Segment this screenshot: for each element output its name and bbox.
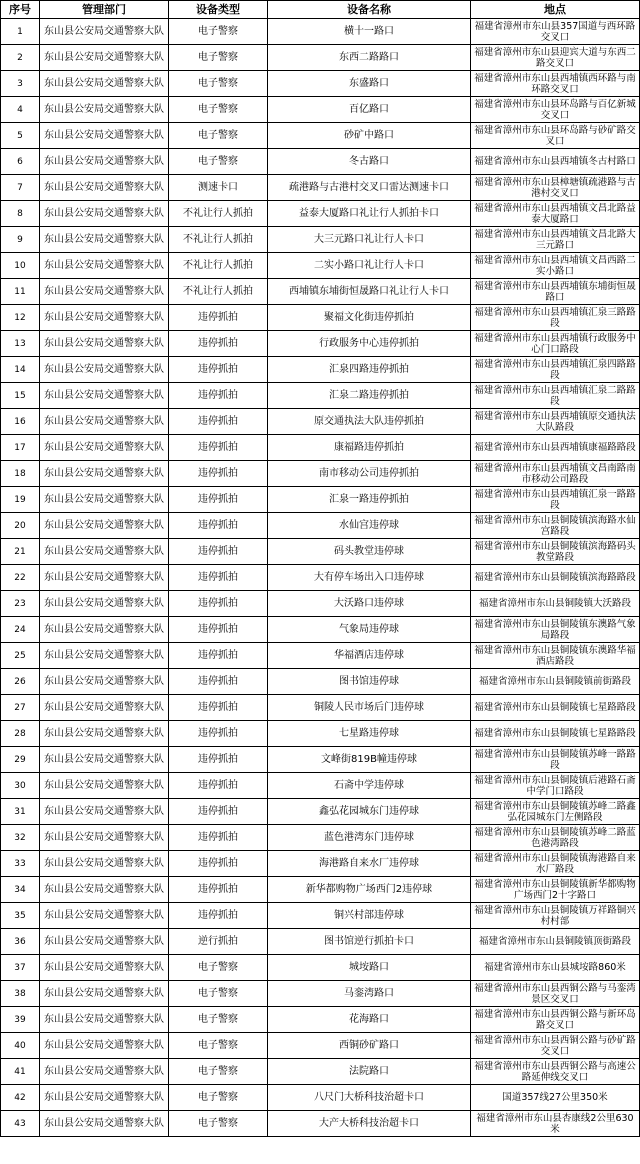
row-device-type: 逆行抓拍 bbox=[169, 929, 268, 955]
row-location: 福建省漳州市东山县西铜公路与砂矿路交叉口 bbox=[471, 1033, 640, 1059]
row-location: 福建省漳州市东山县城垵路860米 bbox=[471, 955, 640, 981]
row-index: 7 bbox=[1, 175, 40, 201]
row-location: 福建省漳州市东山县西埔镇行政服务中心门口路段 bbox=[471, 331, 640, 357]
header-device-type: 设备类型 bbox=[169, 1, 268, 19]
row-device-type: 违停抓拍 bbox=[169, 383, 268, 409]
row-department: 东山县公安局交通警察大队 bbox=[40, 1007, 169, 1033]
row-department: 东山县公安局交通警察大队 bbox=[40, 435, 169, 461]
row-index: 30 bbox=[1, 773, 40, 799]
row-location: 福建省漳州市东山县铜陵镇新华都购物广场西门2十字路口 bbox=[471, 877, 640, 903]
table-row bbox=[1, 617, 640, 643]
row-department: 东山县公安局交通警察大队 bbox=[40, 513, 169, 539]
row-device-type: 电子警察 bbox=[169, 149, 268, 175]
row-device-name: 汇泉一路违停抓拍 bbox=[268, 487, 471, 513]
row-index: 36 bbox=[1, 929, 40, 955]
table-row bbox=[1, 175, 640, 201]
row-location: 福建省漳州市东山县铜陵镇苏峰二路鑫弘花园城东门左侧路段 bbox=[471, 799, 640, 825]
row-department: 东山县公安局交通警察大队 bbox=[40, 721, 169, 747]
row-device-name: 汇泉四路违停抓拍 bbox=[268, 357, 471, 383]
row-index: 43 bbox=[1, 1111, 40, 1137]
row-location: 福建省漳州市东山县铜陵镇前街路段 bbox=[471, 669, 640, 695]
row-location: 福建省漳州市东山县西铜公路与高速公路延伸线交叉口 bbox=[471, 1059, 640, 1085]
header-device-name: 设备名称 bbox=[268, 1, 471, 19]
row-index: 13 bbox=[1, 331, 40, 357]
row-device-type: 违停抓拍 bbox=[169, 539, 268, 565]
row-location: 福建省漳州市东山县西埔镇康福路路段 bbox=[471, 435, 640, 461]
table-row bbox=[1, 695, 640, 721]
row-device-name: 图书馆逆行抓拍卡口 bbox=[268, 929, 471, 955]
row-device-name: 城垵路口 bbox=[268, 955, 471, 981]
table-row bbox=[1, 123, 640, 149]
row-device-name: 海港路自来水厂违停球 bbox=[268, 851, 471, 877]
row-location: 福建省漳州市东山县铜陵镇后港路石斋中学门口路段 bbox=[471, 773, 640, 799]
row-location: 福建省漳州市东山县西埔镇冬古村路口 bbox=[471, 149, 640, 175]
table-row bbox=[1, 71, 640, 97]
row-index: 9 bbox=[1, 227, 40, 253]
row-device-name: 法院路口 bbox=[268, 1059, 471, 1085]
row-location: 福建省漳州市东山县西埔镇文昌北路益泰大厦路口 bbox=[471, 201, 640, 227]
table-row bbox=[1, 643, 640, 669]
row-device-type: 违停抓拍 bbox=[169, 617, 268, 643]
row-device-type: 违停抓拍 bbox=[169, 409, 268, 435]
row-department: 东山县公安局交通警察大队 bbox=[40, 357, 169, 383]
table-row bbox=[1, 279, 640, 305]
row-index: 22 bbox=[1, 565, 40, 591]
row-device-type: 违停抓拍 bbox=[169, 799, 268, 825]
row-department: 东山县公安局交通警察大队 bbox=[40, 799, 169, 825]
row-index: 18 bbox=[1, 461, 40, 487]
row-device-type: 电子警察 bbox=[169, 1007, 268, 1033]
row-index: 33 bbox=[1, 851, 40, 877]
row-index: 4 bbox=[1, 97, 40, 123]
table-body bbox=[1, 19, 640, 1137]
row-device-type: 违停抓拍 bbox=[169, 331, 268, 357]
table-row bbox=[1, 513, 640, 539]
row-device-name: 大沃路口违停球 bbox=[268, 591, 471, 617]
row-device-name: 汇泉二路违停抓拍 bbox=[268, 383, 471, 409]
header-location: 地点 bbox=[471, 1, 640, 19]
row-device-type: 违停抓拍 bbox=[169, 513, 268, 539]
row-device-type: 不礼让行人抓拍 bbox=[169, 253, 268, 279]
row-device-type: 违停抓拍 bbox=[169, 305, 268, 331]
row-location: 福建省漳州市东山县西埔镇东埔街恒晟路口 bbox=[471, 279, 640, 305]
row-index: 6 bbox=[1, 149, 40, 175]
row-device-name: 图书馆违停球 bbox=[268, 669, 471, 695]
row-index: 42 bbox=[1, 1085, 40, 1111]
row-location: 福建省漳州市东山县樟塘镇疏港路与古港村交叉口 bbox=[471, 175, 640, 201]
header-department: 管理部门 bbox=[40, 1, 169, 19]
row-department: 东山县公安局交通警察大队 bbox=[40, 1085, 169, 1111]
table-row bbox=[1, 487, 640, 513]
row-device-name: 西铜砂矿路口 bbox=[268, 1033, 471, 1059]
row-device-name: 东西二路路口 bbox=[268, 45, 471, 71]
row-device-type: 违停抓拍 bbox=[169, 695, 268, 721]
table-row bbox=[1, 669, 640, 695]
row-device-name: 行政服务中心违停抓拍 bbox=[268, 331, 471, 357]
row-department: 东山县公安局交通警察大队 bbox=[40, 1111, 169, 1137]
row-department: 东山县公安局交通警察大队 bbox=[40, 981, 169, 1007]
row-location: 福建省漳州市东山县环岛路与百亿新城交叉口 bbox=[471, 97, 640, 123]
row-index: 37 bbox=[1, 955, 40, 981]
row-index: 11 bbox=[1, 279, 40, 305]
row-index: 24 bbox=[1, 617, 40, 643]
table-row bbox=[1, 877, 640, 903]
row-location: 国道357线27公里350米 bbox=[471, 1085, 640, 1111]
row-device-type: 违停抓拍 bbox=[169, 669, 268, 695]
row-device-name: 疏港路与古港村交叉口雷达测速卡口 bbox=[268, 175, 471, 201]
row-location: 福建省漳州市东山县铜陵镇东澳路华福酒店路段 bbox=[471, 643, 640, 669]
table-row bbox=[1, 539, 640, 565]
row-location: 福建省漳州市东山县西埔镇汇泉一路路段 bbox=[471, 487, 640, 513]
table-row bbox=[1, 1111, 640, 1137]
row-index: 35 bbox=[1, 903, 40, 929]
row-device-type: 不礼让行人抓拍 bbox=[169, 279, 268, 305]
row-department: 东山县公安局交通警察大队 bbox=[40, 461, 169, 487]
row-device-name: 聚福文化街违停抓拍 bbox=[268, 305, 471, 331]
row-device-type: 电子警察 bbox=[169, 123, 268, 149]
row-device-name: 康福路违停抓拍 bbox=[268, 435, 471, 461]
row-index: 40 bbox=[1, 1033, 40, 1059]
row-device-name: 南市移动公司违停抓拍 bbox=[268, 461, 471, 487]
row-device-type: 电子警察 bbox=[169, 97, 268, 123]
table-row bbox=[1, 591, 640, 617]
table-row bbox=[1, 565, 640, 591]
row-department: 东山县公安局交通警察大队 bbox=[40, 97, 169, 123]
row-device-type: 违停抓拍 bbox=[169, 721, 268, 747]
row-department: 东山县公安局交通警察大队 bbox=[40, 591, 169, 617]
row-index: 14 bbox=[1, 357, 40, 383]
table-row bbox=[1, 1085, 640, 1111]
row-device-type: 违停抓拍 bbox=[169, 877, 268, 903]
row-location: 福建省漳州市东山县铜陵镇大沃路段 bbox=[471, 591, 640, 617]
row-location: 福建省漳州市东山县铜陵镇滨海路水仙宫路段 bbox=[471, 513, 640, 539]
row-device-name: 大有停车场出入口违停球 bbox=[268, 565, 471, 591]
row-index: 27 bbox=[1, 695, 40, 721]
row-department: 东山县公安局交通警察大队 bbox=[40, 487, 169, 513]
row-department: 东山县公安局交通警察大队 bbox=[40, 565, 169, 591]
row-department: 东山县公安局交通警察大队 bbox=[40, 903, 169, 929]
row-device-type: 电子警察 bbox=[169, 1033, 268, 1059]
row-index: 28 bbox=[1, 721, 40, 747]
row-department: 东山县公安局交通警察大队 bbox=[40, 305, 169, 331]
row-device-type: 违停抓拍 bbox=[169, 825, 268, 851]
table-row bbox=[1, 903, 640, 929]
row-device-name: 气象局违停球 bbox=[268, 617, 471, 643]
row-location: 福建省漳州市东山县西埔镇西环路与南环路交叉口 bbox=[471, 71, 640, 97]
row-device-name: 八尺门大桥科技治超卡口 bbox=[268, 1085, 471, 1111]
row-device-type: 违停抓拍 bbox=[169, 773, 268, 799]
row-device-type: 电子警察 bbox=[169, 19, 268, 45]
row-index: 15 bbox=[1, 383, 40, 409]
row-index: 38 bbox=[1, 981, 40, 1007]
row-location: 福建省漳州市东山县铜陵镇万祥路铜兴村村部 bbox=[471, 903, 640, 929]
table-row bbox=[1, 851, 640, 877]
row-device-name: 文峰街819B幢违停球 bbox=[268, 747, 471, 773]
row-device-name: 横十一路口 bbox=[268, 19, 471, 45]
row-device-type: 违停抓拍 bbox=[169, 643, 268, 669]
row-department: 东山县公安局交通警察大队 bbox=[40, 669, 169, 695]
row-device-type: 测速卡口 bbox=[169, 175, 268, 201]
row-device-type: 不礼让行人抓拍 bbox=[169, 201, 268, 227]
row-location: 福建省漳州市东山县西埔镇汇泉三路路段 bbox=[471, 305, 640, 331]
row-location: 福建省漳州市东山县西埔镇文昌西路二实小路口 bbox=[471, 253, 640, 279]
row-department: 东山县公安局交通警察大队 bbox=[40, 175, 169, 201]
row-department: 东山县公安局交通警察大队 bbox=[40, 825, 169, 851]
row-department: 东山县公安局交通警察大队 bbox=[40, 123, 169, 149]
row-device-type: 电子警察 bbox=[169, 955, 268, 981]
row-location: 福建省漳州市东山县铜陵镇顶街路段 bbox=[471, 929, 640, 955]
row-device-name: 东盛路口 bbox=[268, 71, 471, 97]
row-device-type: 电子警察 bbox=[169, 1059, 268, 1085]
table-row bbox=[1, 1059, 640, 1085]
row-device-type: 违停抓拍 bbox=[169, 357, 268, 383]
row-location: 福建省漳州市东山县西埔镇文昌北路大三元路口 bbox=[471, 227, 640, 253]
row-department: 东山县公安局交通警察大队 bbox=[40, 643, 169, 669]
row-department: 东山县公安局交通警察大队 bbox=[40, 851, 169, 877]
row-department: 东山县公安局交通警察大队 bbox=[40, 279, 169, 305]
row-department: 东山县公安局交通警察大队 bbox=[40, 253, 169, 279]
table-row bbox=[1, 45, 640, 71]
row-device-name: 益泰大厦路口礼让行人抓拍卡口 bbox=[268, 201, 471, 227]
row-department: 东山县公安局交通警察大队 bbox=[40, 539, 169, 565]
table-row bbox=[1, 383, 640, 409]
row-index: 8 bbox=[1, 201, 40, 227]
row-department: 东山县公安局交通警察大队 bbox=[40, 747, 169, 773]
row-device-type: 违停抓拍 bbox=[169, 487, 268, 513]
row-index: 19 bbox=[1, 487, 40, 513]
row-department: 东山县公安局交通警察大队 bbox=[40, 773, 169, 799]
row-location: 福建省漳州市东山县杏康线2公里630米 bbox=[471, 1111, 640, 1137]
table-row bbox=[1, 721, 640, 747]
row-department: 东山县公安局交通警察大队 bbox=[40, 409, 169, 435]
row-index: 34 bbox=[1, 877, 40, 903]
row-department: 东山县公安局交通警察大队 bbox=[40, 331, 169, 357]
row-index: 31 bbox=[1, 799, 40, 825]
table-row bbox=[1, 929, 640, 955]
row-device-type: 电子警察 bbox=[169, 981, 268, 1007]
table-row bbox=[1, 773, 640, 799]
row-index: 26 bbox=[1, 669, 40, 695]
row-index: 17 bbox=[1, 435, 40, 461]
row-location: 福建省漳州市东山县西埔镇汇泉四路路段 bbox=[471, 357, 640, 383]
row-device-type: 违停抓拍 bbox=[169, 461, 268, 487]
row-device-name: 百亿路口 bbox=[268, 97, 471, 123]
table-row bbox=[1, 435, 640, 461]
row-device-type: 电子警察 bbox=[169, 71, 268, 97]
table-row bbox=[1, 981, 640, 1007]
row-device-type: 电子警察 bbox=[169, 1085, 268, 1111]
row-department: 东山县公安局交通警察大队 bbox=[40, 71, 169, 97]
row-location: 福建省漳州市东山县西埔镇汇泉二路路段 bbox=[471, 383, 640, 409]
row-device-type: 违停抓拍 bbox=[169, 903, 268, 929]
row-department: 东山县公安局交通警察大队 bbox=[40, 929, 169, 955]
row-device-name: 蓝色港湾东门违停球 bbox=[268, 825, 471, 851]
row-device-name: 二实小路口礼让行人卡口 bbox=[268, 253, 471, 279]
table-row bbox=[1, 825, 640, 851]
table-row bbox=[1, 409, 640, 435]
table-row bbox=[1, 747, 640, 773]
row-device-type: 不礼让行人抓拍 bbox=[169, 227, 268, 253]
row-device-name: 花海路口 bbox=[268, 1007, 471, 1033]
row-device-name: 铜陵人民市场后门违停球 bbox=[268, 695, 471, 721]
row-device-name: 七星路违停球 bbox=[268, 721, 471, 747]
row-index: 23 bbox=[1, 591, 40, 617]
row-device-name: 原交通执法大队违停抓拍 bbox=[268, 409, 471, 435]
row-device-name: 大三元路口礼让行人卡口 bbox=[268, 227, 471, 253]
row-index: 41 bbox=[1, 1059, 40, 1085]
table-row bbox=[1, 97, 640, 123]
row-device-name: 冬古路口 bbox=[268, 149, 471, 175]
row-device-name: 大产大桥科技治超卡口 bbox=[268, 1111, 471, 1137]
row-department: 东山县公安局交通警察大队 bbox=[40, 45, 169, 71]
row-index: 12 bbox=[1, 305, 40, 331]
row-device-name: 水仙宫违停球 bbox=[268, 513, 471, 539]
row-device-type: 违停抓拍 bbox=[169, 591, 268, 617]
table-row bbox=[1, 1033, 640, 1059]
row-device-type: 违停抓拍 bbox=[169, 565, 268, 591]
row-index: 32 bbox=[1, 825, 40, 851]
table-row bbox=[1, 357, 640, 383]
table-row bbox=[1, 149, 640, 175]
row-location: 福建省漳州市东山县铜陵镇滨海路路段 bbox=[471, 565, 640, 591]
row-location: 福建省漳州市东山县铜陵镇海港路自来水厂路段 bbox=[471, 851, 640, 877]
row-department: 东山县公安局交通警察大队 bbox=[40, 19, 169, 45]
row-department: 东山县公安局交通警察大队 bbox=[40, 149, 169, 175]
row-location: 福建省漳州市东山县西埔镇原交通执法大队路段 bbox=[471, 409, 640, 435]
row-location: 福建省漳州市东山县357国道与西环路交叉口 bbox=[471, 19, 640, 45]
row-device-name: 码头教堂违停球 bbox=[268, 539, 471, 565]
row-location: 福建省漳州市东山县铜陵镇滨海路码头教堂路段 bbox=[471, 539, 640, 565]
row-department: 东山县公安局交通警察大队 bbox=[40, 1033, 169, 1059]
row-device-name: 铜兴村部违停球 bbox=[268, 903, 471, 929]
row-department: 东山县公安局交通警察大队 bbox=[40, 695, 169, 721]
row-device-type: 违停抓拍 bbox=[169, 851, 268, 877]
table-row bbox=[1, 253, 640, 279]
row-device-name: 华福酒店违停球 bbox=[268, 643, 471, 669]
table-row bbox=[1, 201, 640, 227]
header-row bbox=[1, 1, 640, 19]
row-index: 20 bbox=[1, 513, 40, 539]
row-location: 福建省漳州市东山县迎宾大道与东西二路交叉口 bbox=[471, 45, 640, 71]
row-department: 东山县公安局交通警察大队 bbox=[40, 383, 169, 409]
table-row bbox=[1, 19, 640, 45]
row-department: 东山县公安局交通警察大队 bbox=[40, 877, 169, 903]
row-department: 东山县公安局交通警察大队 bbox=[40, 955, 169, 981]
row-location: 福建省漳州市东山县铜陵镇七星路路段 bbox=[471, 721, 640, 747]
row-device-type: 违停抓拍 bbox=[169, 747, 268, 773]
row-index: 2 bbox=[1, 45, 40, 71]
row-index: 16 bbox=[1, 409, 40, 435]
row-device-type: 电子警察 bbox=[169, 45, 268, 71]
row-location: 福建省漳州市东山县环岛路与砂矿路交叉口 bbox=[471, 123, 640, 149]
row-department: 东山县公安局交通警察大队 bbox=[40, 227, 169, 253]
row-device-type: 违停抓拍 bbox=[169, 435, 268, 461]
row-department: 东山县公安局交通警察大队 bbox=[40, 617, 169, 643]
table-row bbox=[1, 1007, 640, 1033]
row-device-name: 石斋中学违停球 bbox=[268, 773, 471, 799]
row-device-name: 砂矿中路口 bbox=[268, 123, 471, 149]
row-department: 东山县公安局交通警察大队 bbox=[40, 1059, 169, 1085]
row-index: 21 bbox=[1, 539, 40, 565]
row-device-name: 马銮湾路口 bbox=[268, 981, 471, 1007]
table-row bbox=[1, 799, 640, 825]
row-location: 福建省漳州市东山县铜陵镇苏峰一路路段 bbox=[471, 747, 640, 773]
header-index: 序号 bbox=[1, 1, 40, 19]
row-device-name: 西埔镇东埔街恒晟路口礼让行人卡口 bbox=[268, 279, 471, 305]
table-row bbox=[1, 305, 640, 331]
row-location: 福建省漳州市东山县铜陵镇苏峰二路蓝色港湾路段 bbox=[471, 825, 640, 851]
row-location: 福建省漳州市东山县西铜公路与马銮湾景区交叉口 bbox=[471, 981, 640, 1007]
row-index: 39 bbox=[1, 1007, 40, 1033]
row-device-type: 电子警察 bbox=[169, 1111, 268, 1137]
row-index: 29 bbox=[1, 747, 40, 773]
row-index: 10 bbox=[1, 253, 40, 279]
row-device-name: 鑫弘花园城东门违停球 bbox=[268, 799, 471, 825]
row-index: 25 bbox=[1, 643, 40, 669]
table-row bbox=[1, 331, 640, 357]
row-index: 5 bbox=[1, 123, 40, 149]
row-location: 福建省漳州市东山县铜陵镇七星路路段 bbox=[471, 695, 640, 721]
table-row bbox=[1, 955, 640, 981]
row-index: 1 bbox=[1, 19, 40, 45]
row-department: 东山县公安局交通警察大队 bbox=[40, 201, 169, 227]
row-location: 福建省漳州市东山县铜陵镇东澳路气象局路段 bbox=[471, 617, 640, 643]
row-location: 福建省漳州市东山县西埔镇文昌南路南市移动公司路段 bbox=[471, 461, 640, 487]
table-row bbox=[1, 461, 640, 487]
table-row bbox=[1, 227, 640, 253]
row-location: 福建省漳州市东山县西铜公路与新环岛路交叉口 bbox=[471, 1007, 640, 1033]
row-index: 3 bbox=[1, 71, 40, 97]
row-device-name: 新华都购物广场西门2违停球 bbox=[268, 877, 471, 903]
